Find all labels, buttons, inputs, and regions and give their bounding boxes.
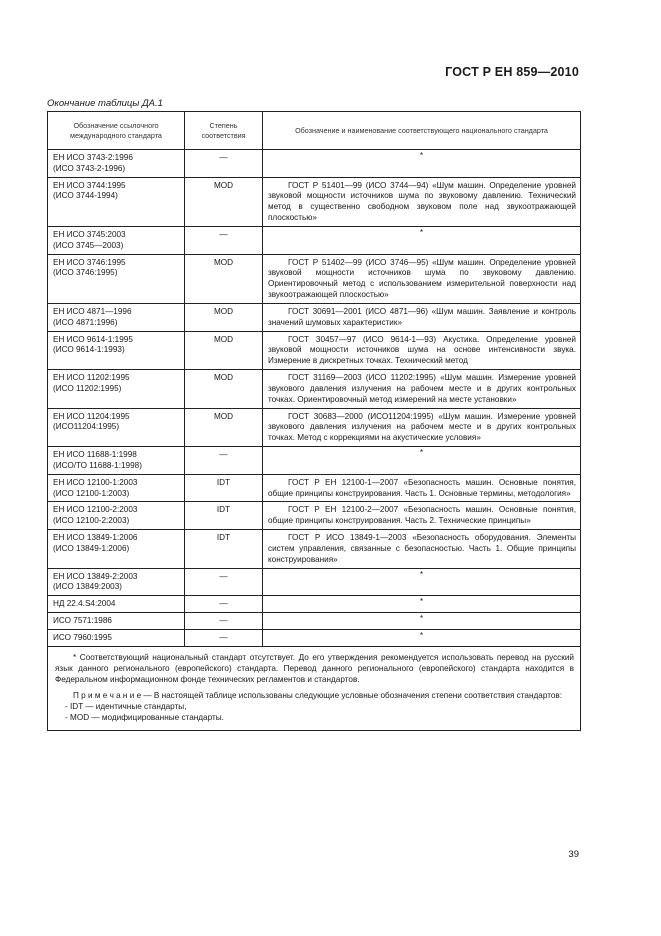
table-header-row [48, 112, 581, 150]
table-row [48, 331, 581, 369]
reference-standard-line: ЕН ИСО 9614-1:1995 [53, 334, 133, 344]
national-standard-text: ГОСТ 31169—2003 (ИСО 11202:1995) «Шум машин. Измерение уровней звукового давления излучения на рабочем месте и в других контрольных точках. Ориентировочный метод измерений на месте установки» [268, 373, 576, 404]
table-row [48, 177, 581, 226]
degree-of-correspondence: — [185, 226, 263, 254]
degree-of-correspondence: — [185, 596, 263, 613]
degree-of-correspondence: MOD [185, 331, 263, 369]
table-footer-row [48, 646, 581, 730]
reference-standard-line: ЕН ИСО 11204:1995 [53, 411, 130, 421]
national-standard [263, 331, 581, 369]
national-standard-text: ГОСТ 30691—2001 (ИСО 4871—96) «Шум машин. Заявление и контроль значений шумовых характеристик» [268, 306, 576, 327]
degree-of-correspondence: IDT [185, 530, 263, 568]
reference-standard-line: ЕН ИСО 3744:1995 [53, 180, 126, 190]
degree-of-correspondence: IDT [185, 474, 263, 502]
reference-standard-line: ЕН ИСО 11688-1:1998 [53, 450, 137, 460]
reference-standard-line: ЕН ИСО 12100-1:2003 [53, 477, 138, 487]
reference-standard [48, 150, 185, 178]
reference-standard-line: (ИСО 4871:1996) [53, 317, 118, 327]
reference-standard-line: (ИСО 13849:2003) [53, 582, 122, 592]
table-caption: Окончание таблицы ДА.1 [47, 98, 163, 109]
table-row [48, 254, 581, 303]
degree-of-correspondence: MOD [185, 408, 263, 446]
reference-standard [48, 629, 185, 646]
reference-standard-line: (ИСО 3746:1995) [53, 268, 118, 278]
national-standard-text: ГОСТ 30683—2000 (ИСО11204:1995) «Шум машин. Измерение уровней звукового давления излучения на рабочем месте и в других контрольных точках. Метод с коррекциями на акустические условия» [268, 411, 576, 443]
degree-of-correspondence: MOD [185, 177, 263, 226]
reference-standard [48, 568, 185, 596]
national-standard [263, 254, 581, 303]
reference-standard-line: (ИСО 11202:1995) [53, 383, 122, 393]
degree-of-correspondence: IDT [185, 502, 263, 530]
national-standard-text: ГОСТ 30457—97 (ИСО 9614-1—93) Акустика. Определение уровней звуковой мощности источников шума на основе интенсивности звука. Измерение в дискретных точках. Технический метод [268, 334, 576, 366]
national-standard: * [263, 447, 581, 475]
degree-of-correspondence: — [185, 447, 263, 475]
reference-standard [48, 502, 185, 530]
degree-of-correspondence: — [185, 629, 263, 646]
national-standard: * [263, 596, 581, 613]
reference-standard-line: ЕН ИСО 12100-2:2003 [53, 505, 138, 515]
national-standard-text: ГОСТ Р ЕН 12100-1—2007 «Безопасность машин. Основные понятия, общие принципы конструирования. Часть 1. Основные термины, методология» [268, 477, 576, 498]
degree-of-correspondence: MOD [185, 254, 263, 303]
column-header-reference: Обозначение ссылочного международного стандарта [48, 112, 185, 150]
column-header-degree: Степень соответствия [185, 112, 263, 150]
note-intro: П р и м е ч а н и е — В настоящей таблице использованы следующие условные обозначения степени соответствия стандартов: [73, 690, 563, 700]
national-standard-text: ГОСТ Р 51401—99 (ИСО 3744—94) «Шум машин. Определение уровней звуковой мощности источников шума по звуковому давлению. Технический метод в существенно свободном звуковом поле над звукоотражающей плоскостью» [268, 180, 576, 223]
page-number: 39 [568, 849, 579, 860]
national-standard-text: ГОСТ Р ИСО 13849-1—2003 «Безопасность оборудования. Элементы систем управления, связанные с безопасностью. Часть 1. Общие принципы конструирования» [268, 533, 576, 564]
table-row [48, 370, 581, 408]
national-standard: * [263, 150, 581, 178]
reference-standard-line: ЕН ИСО 11202:1995 [53, 373, 130, 383]
reference-standard-line: (ИСО 12100-2:2003) [53, 516, 130, 526]
degree-of-correspondence: — [185, 568, 263, 596]
national-standard: * [263, 568, 581, 596]
table-row [48, 502, 581, 530]
national-standard [263, 530, 581, 568]
national-standard-text: ГОСТ Р ЕН 12100-2—2007 «Безопасность машин. Основные понятия, общие принципы конструирования. Часть 2. Технические принципы» [268, 505, 576, 526]
national-standard: * [263, 629, 581, 646]
national-standard: * [263, 226, 581, 254]
reference-standard [48, 226, 185, 254]
table-row [48, 629, 581, 646]
national-standard [263, 502, 581, 530]
table-row [48, 568, 581, 596]
reference-standard-line: (ИСО 13849-1:2006) [53, 543, 130, 553]
reference-standard [48, 303, 185, 331]
national-standard [263, 408, 581, 446]
reference-standard-line: ЕН ИСО 13849-1:2006 [53, 533, 138, 543]
reference-standard-line: ЕН ИСО 3745:2003 [53, 229, 126, 239]
degree-of-correspondence: — [185, 612, 263, 629]
reference-standard-line: НД 22.4.S4:2004 [53, 599, 116, 609]
reference-standard [48, 474, 185, 502]
note-item-idt: - IDT — идентичные стандарты, [65, 701, 187, 711]
reference-standard-line: ЕН ИСО 3743-2:1996 [53, 153, 133, 162]
reference-standard [48, 408, 185, 446]
reference-standard-line: (ИСО/ТО 11688-1:1998) [53, 460, 142, 470]
reference-standard-line: (ИСО 3743-2-1996) [53, 163, 126, 173]
column-header-national: Обозначение и наименование соответствующего национального стандарта [263, 112, 581, 150]
table-row [48, 150, 581, 178]
table-row [48, 596, 581, 613]
reference-standard [48, 331, 185, 369]
reference-standard-line: (ИСО 12100-1:2003) [53, 488, 130, 498]
note-item-mod: - MOD — модифицированные стандарты. [65, 713, 224, 723]
footnote: * Соответствующий национальный стандарт отсутствует. До его утверждения рекомендуется использовать перевод на русский язык данного регионального (европейского) стандарта. Перевод данного регионального (европейского) стандарта находится в Федеральном информационном фонде технических регламентов и стандартов. [55, 652, 574, 685]
national-standard [263, 177, 581, 226]
standards-table [47, 111, 581, 731]
table-row [48, 530, 581, 568]
national-standard [263, 370, 581, 408]
reference-standard-line: ИСО 7571:1986 [53, 615, 112, 625]
national-standard [263, 303, 581, 331]
national-standard [263, 474, 581, 502]
reference-standard [48, 177, 185, 226]
table-row [48, 474, 581, 502]
table-row [48, 612, 581, 629]
table-row [48, 408, 581, 446]
table-footer [48, 646, 581, 730]
national-standard: * [263, 612, 581, 629]
national-standard-text: ГОСТ Р 51402—99 (ИСО 3746—95) «Шум машин. Определение уровней звуковой мощности источников шума по звуковому давлению. Ориентировочный метод с использованием измерительной поверхности над звукоотражающей плоскостью» [268, 257, 576, 300]
document-header: ГОСТ Р ЕН 859—2010 [445, 65, 579, 79]
degree-of-correspondence: MOD [185, 370, 263, 408]
reference-standard [48, 530, 185, 568]
reference-standard-line: ЕН ИСО 4871—1996 [53, 306, 132, 316]
table-row [48, 226, 581, 254]
reference-standard [48, 254, 185, 303]
degree-of-correspondence: MOD [185, 303, 263, 331]
reference-standard [48, 447, 185, 475]
reference-standard [48, 596, 185, 613]
reference-standard-line: ИСО 7960:1995 [53, 632, 112, 642]
reference-standard-line: (ИСО 3744-1994) [53, 191, 118, 201]
reference-standard-line: (ИСО 9614-1:1993) [53, 345, 125, 355]
table-row [48, 303, 581, 331]
reference-standard-line: ЕН ИСО 13849-2:2003 [53, 571, 138, 581]
reference-standard [48, 612, 185, 629]
reference-standard [48, 370, 185, 408]
reference-standard-line: (ИСО11204:1995) [53, 422, 120, 432]
degree-of-correspondence: — [185, 150, 263, 178]
table-row [48, 447, 581, 475]
reference-standard-line: (ИСО 3745—2003) [53, 240, 124, 250]
reference-standard-line: ЕН ИСО 3746:1995 [53, 257, 126, 267]
